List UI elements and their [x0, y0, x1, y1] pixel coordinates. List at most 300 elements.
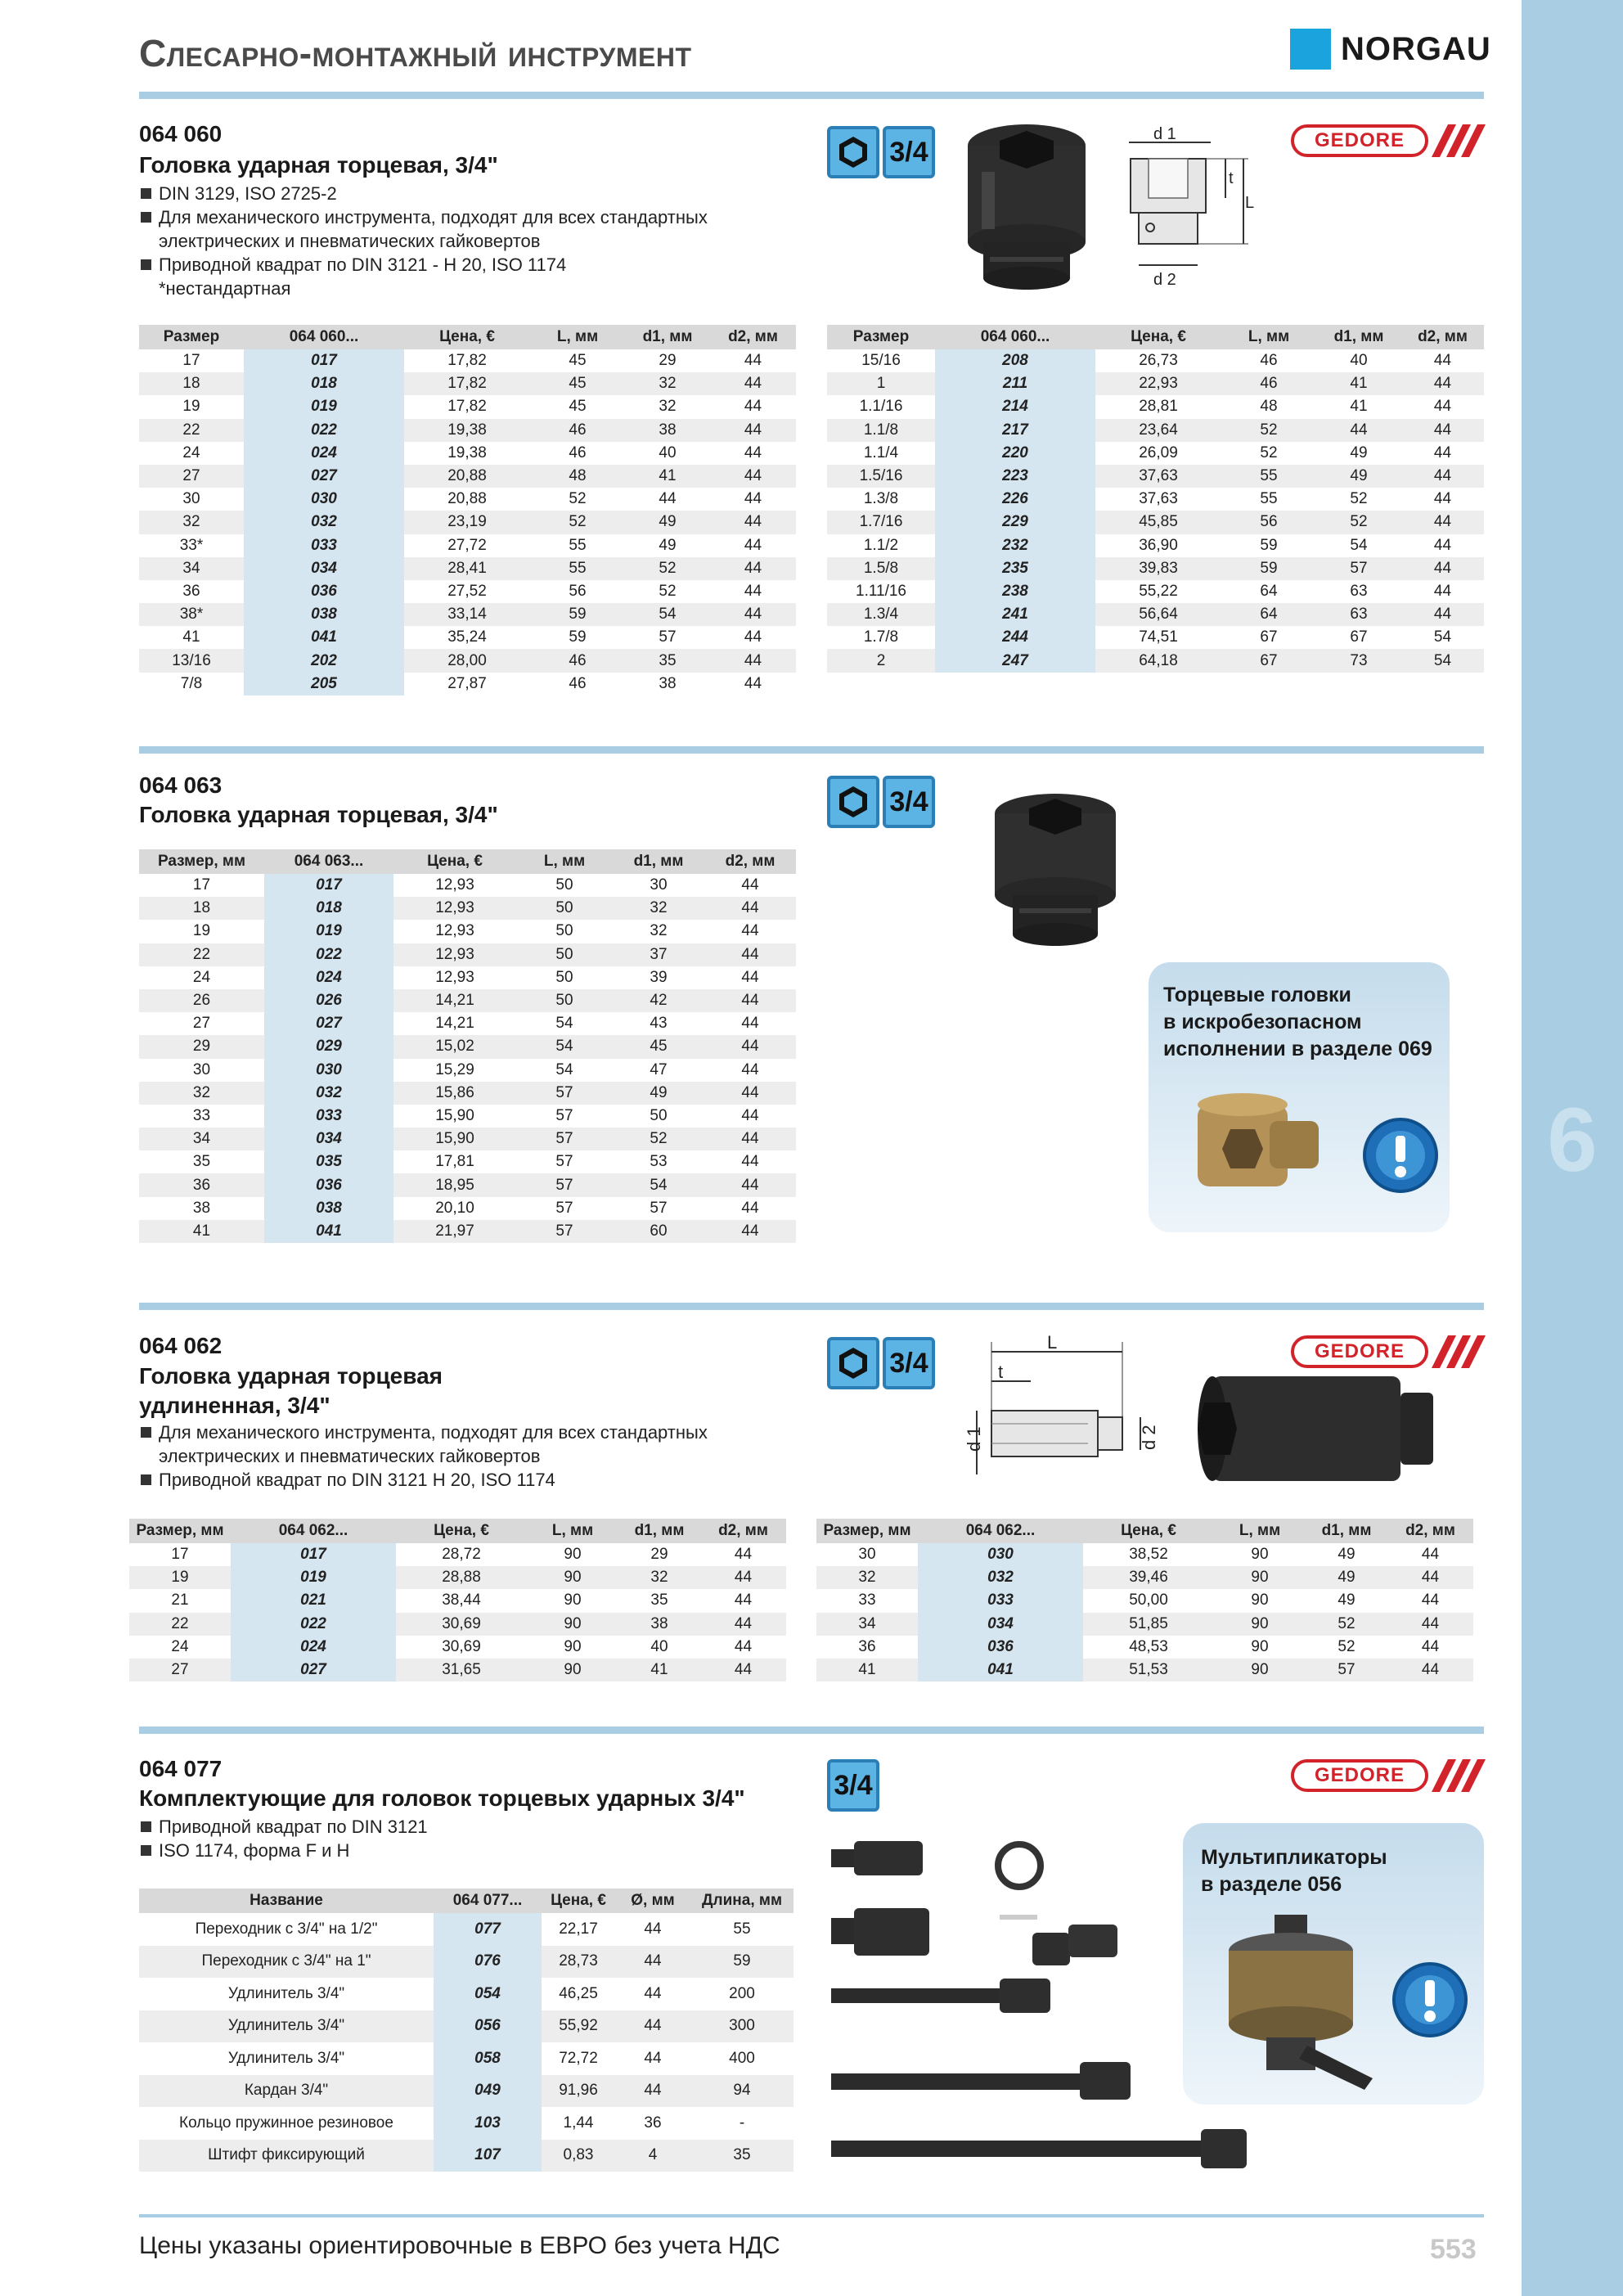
section-code: 064 062 [139, 1333, 223, 1358]
table-cell: 44 [1433, 352, 1452, 370]
table-row [139, 966, 796, 989]
article-code-cell: 208 [935, 349, 1095, 372]
gedore-logo [1291, 1759, 1487, 1792]
drive-size-badge: 3/4 [827, 1759, 879, 1812]
table-cell: 55,22 [1139, 582, 1178, 600]
table-cell: 30 [192, 1060, 211, 1078]
col-header: Длина, мм [690, 1889, 794, 1913]
article-code-cell: 226 [935, 488, 1095, 511]
table-cell: 64 [1260, 582, 1278, 600]
table-cell: 44 [1433, 443, 1452, 461]
table-row [139, 2042, 794, 2075]
table-cell: 36 [858, 1637, 876, 1655]
price-table-part2 [816, 1519, 1473, 1681]
table-row [816, 1566, 1473, 1589]
table-cell: 52 [1316, 511, 1401, 533]
table-cell: 49 [625, 511, 710, 533]
feature-item: электрических и пневматических гайковертов [159, 1446, 541, 1466]
table-cell: 14,21 [393, 989, 516, 1012]
table-row [139, 442, 796, 465]
article-code-cell: 027 [264, 1012, 393, 1035]
table-cell: 50 [516, 989, 613, 1012]
table-cell: 44 [644, 1984, 662, 2002]
table-cell: 32 [618, 1566, 700, 1589]
table-cell: 91,96 [542, 2075, 615, 2108]
table-cell: 54 [613, 1173, 704, 1196]
table-row [816, 1543, 1473, 1566]
table-cell: 59 [530, 603, 625, 626]
table-cell: 57 [555, 1153, 573, 1171]
gedore-logo-text: GEDORE [1291, 1335, 1428, 1368]
table-cell: 27,87 [447, 674, 487, 692]
table-cell: 37 [613, 943, 704, 966]
article-code-cell: 038 [244, 603, 404, 626]
article-code-cell: 019 [244, 395, 404, 418]
article-code-cell: 019 [264, 920, 393, 943]
price-table [139, 849, 796, 1243]
table-cell: 27 [129, 1659, 231, 1681]
col-header: 064 063... [264, 849, 393, 874]
table-cell: 46 [569, 443, 587, 461]
table-cell: 52 [659, 582, 677, 600]
table-row [139, 874, 796, 897]
table-cell: 44 [704, 1082, 796, 1105]
table-cell: 55 [569, 536, 587, 554]
table-cell: 27,72 [447, 536, 487, 554]
page-title: Слесарно-монтажный инструмент [139, 32, 692, 74]
table-cell: 42 [613, 989, 704, 1012]
table-cell: 17,82 [447, 398, 487, 416]
table-cell: 44 [741, 968, 759, 986]
table-cell: 44 [704, 1173, 796, 1196]
table-cell: 54 [1401, 649, 1484, 672]
table-row [139, 897, 796, 920]
info-callout-text [1201, 1844, 1387, 1898]
table-cell: 44 [744, 536, 762, 554]
price-table-inch [827, 325, 1484, 673]
table-cell: 50 [555, 922, 573, 940]
col-header: d2, мм [710, 325, 796, 349]
table-cell: 57 [516, 1173, 613, 1196]
table-cell: 59 [1221, 557, 1316, 580]
title-line: удлиненная, 3/4" [139, 1393, 330, 1418]
table-cell: 48 [1260, 398, 1278, 416]
section-code: 064 077 [139, 1756, 223, 1781]
table-cell: 15,90 [435, 1106, 474, 1124]
table-cell: 44 [700, 1613, 786, 1636]
table-cell: 44 [644, 2049, 662, 2067]
table-cell: 0,83 [542, 2140, 615, 2172]
table-cell: 33 [858, 1591, 876, 1609]
article-code-cell: 017 [231, 1543, 396, 1566]
table-cell: 22 [139, 419, 244, 442]
table-cell: 32 [650, 922, 668, 940]
table-cell: 72,72 [559, 2049, 598, 2067]
article-code-cell: 049 [434, 2075, 542, 2108]
table-cell: 41 [1350, 398, 1368, 416]
col-header: Цена, € [542, 1889, 615, 1913]
table-cell: 44 [1421, 1546, 1440, 1564]
table-cell: 49 [1338, 1591, 1355, 1609]
table-cell: 1.7/8 [863, 628, 899, 646]
table-row [139, 1012, 796, 1035]
article-code-cell: 238 [935, 580, 1095, 603]
table-cell: 56 [1221, 511, 1316, 533]
feature-item: DIN 3129, ISO 2725-2 [141, 182, 708, 205]
col-header: Цена, € [1095, 325, 1221, 349]
col-header: Цена, € [393, 849, 516, 874]
table-cell: 29 [139, 1035, 264, 1058]
table-cell: 28,73 [542, 1946, 615, 1979]
table-cell: 19 [192, 922, 211, 940]
table-cell: 19,38 [404, 419, 530, 442]
table-cell: 38* [139, 603, 244, 626]
col-header: L, мм [527, 1519, 618, 1543]
col-header: d1, мм [1306, 1519, 1387, 1543]
table-row [139, 603, 796, 626]
table-cell: 36 [182, 582, 200, 600]
table-cell: 52 [1306, 1613, 1387, 1636]
article-code-cell: 017 [244, 349, 404, 372]
article-code-cell: 030 [918, 1543, 1083, 1566]
table-cell: Удлинитель 3/4" [139, 2010, 434, 2043]
table-cell: 17 [182, 352, 200, 370]
article-code-cell: 032 [264, 1082, 393, 1105]
table-cell: Удлинитель 3/4" [227, 1984, 345, 2002]
table-cell: 90 [527, 1566, 618, 1589]
article-code-cell: 027 [244, 465, 404, 488]
table-cell: 50 [650, 1106, 668, 1124]
table-cell: 19 [129, 1566, 231, 1589]
table-cell: 57 [650, 1199, 668, 1217]
table-cell: 52 [625, 557, 710, 580]
table-row [827, 488, 1484, 511]
col-header: 064 060... [244, 325, 404, 349]
table-cell: 52 [1260, 443, 1278, 461]
table-cell: 54 [1350, 536, 1368, 554]
page-number: 553 [1430, 2234, 1477, 2265]
table-cell: 49 [613, 1082, 704, 1105]
col-header: d1, мм [625, 325, 710, 349]
table-cell: 47 [650, 1060, 668, 1078]
col-header: Название [139, 1889, 434, 1913]
feature-item: Для механического инструмента, подходят для всех стандартных [141, 1420, 708, 1444]
article-code-cell: 041 [244, 626, 404, 649]
table-row [139, 673, 796, 696]
table-cell: 44 [710, 603, 796, 626]
table-cell: 90 [1251, 1637, 1269, 1655]
table-cell: 44 [1433, 398, 1452, 416]
table-row [816, 1613, 1473, 1636]
table-cell: 90 [564, 1637, 582, 1655]
table-cell: 28,88 [396, 1566, 527, 1589]
table-row [139, 1150, 796, 1173]
article-code-cell: 030 [244, 488, 404, 511]
col-header: d1, мм [613, 849, 704, 874]
table-cell: 54 [516, 1035, 613, 1058]
table-cell: 15,02 [393, 1035, 516, 1058]
table-cell: 40 [650, 1637, 668, 1655]
feature-list [141, 1420, 708, 1492]
table-row [139, 989, 796, 1012]
table-row [139, 2010, 794, 2043]
table-cell: 44 [734, 1591, 753, 1609]
table-cell: 35 [625, 649, 710, 672]
table-cell: 44 [744, 398, 762, 416]
article-code-cell: 032 [244, 511, 404, 533]
table-cell: 1.3/8 [863, 490, 899, 508]
table-cell: 300 [690, 2010, 794, 2043]
table-cell: 45 [530, 372, 625, 395]
table-cell: 1,44 [563, 2114, 594, 2132]
table-row [139, 920, 796, 943]
table-cell: 41 [1316, 372, 1401, 395]
table-cell: 41 [816, 1659, 918, 1681]
table-cell: 12,93 [435, 922, 474, 940]
table-cell: 55 [530, 557, 625, 580]
table-row [139, 1173, 796, 1196]
info-line: Торцевые головки [1163, 984, 1351, 1006]
table-cell: 38,52 [1129, 1546, 1168, 1564]
table-cell: 64,18 [1095, 649, 1221, 672]
article-code-cell: 077 [434, 1913, 542, 1946]
table-cell: 44 [710, 649, 796, 672]
table-row [827, 349, 1484, 372]
feature-item: Приводной квадрат по DIN 3121 - H 20, ISO 1174 [141, 253, 708, 277]
table-row [139, 465, 796, 488]
table-cell: 44 [734, 1546, 753, 1564]
multiplier-image [1217, 1915, 1381, 2099]
table-cell: 1.1/16 [859, 398, 903, 416]
article-code-cell: 223 [935, 465, 1095, 488]
table-cell: 59 [569, 628, 587, 646]
table-cell: 49 [1306, 1566, 1387, 1589]
article-code-cell: 056 [434, 2010, 542, 2043]
col-header: Размер, мм [816, 1519, 918, 1543]
table-cell: Штифт фиксирующий [139, 2140, 434, 2172]
table-cell: 44 [700, 1659, 786, 1681]
dim-l-label: L [1245, 194, 1255, 212]
table-cell: 19,38 [447, 443, 487, 461]
table-cell: 29 [650, 1546, 668, 1564]
col-header: Цена, € [404, 325, 530, 349]
article-code-cell: 241 [935, 603, 1095, 626]
table-cell: 57 [1306, 1659, 1387, 1681]
table-cell: Удлинитель 3/4" [227, 2049, 345, 2067]
table-cell: 44 [644, 1920, 662, 1938]
price-table-metric [139, 325, 796, 696]
dim-d2-label: d 2 [1153, 271, 1176, 288]
table-row [139, 1035, 796, 1058]
table-cell: 24 [192, 968, 211, 986]
col-header: 064 062... [918, 1519, 1083, 1543]
table-cell: 44 [1401, 465, 1484, 488]
table-row [139, 2075, 794, 2108]
col-header: d2, мм [700, 1519, 786, 1543]
footer-note: Цены указаны ориентировочные в ЕВРО без учета НДС [139, 2232, 780, 2259]
table-cell: 39 [650, 968, 668, 986]
table-cell: 24 [182, 443, 200, 461]
table-cell: 39,46 [1083, 1566, 1214, 1589]
table-cell: 57 [659, 628, 677, 646]
table-cell: 44 [704, 1220, 796, 1243]
drive-size-badge: 3/4 [883, 126, 935, 178]
table-cell: 44 [1401, 511, 1484, 533]
table-cell: 44 [700, 1566, 786, 1589]
table-cell: 35,24 [447, 628, 487, 646]
table-cell: 26 [139, 989, 264, 1012]
feature-note: *нестандартная [159, 278, 291, 299]
table-cell: 1.5/16 [827, 465, 935, 488]
brand-logo [1290, 28, 1491, 70]
table-cell: 15,29 [435, 1060, 474, 1078]
table-row [827, 603, 1484, 626]
table-cell: 26,09 [1139, 443, 1178, 461]
table-cell: 32 [613, 897, 704, 920]
table-cell: 33* [179, 536, 204, 554]
table-cell: 90 [564, 1591, 582, 1609]
table-cell: 400 [729, 2049, 755, 2067]
table-cell: 44 [1433, 490, 1452, 508]
col-header: d2, мм [1387, 1519, 1473, 1543]
section-title: Головка ударная торцевая, 3/4" [139, 152, 498, 178]
table-cell: Кардан 3/4" [139, 2075, 434, 2108]
dim-d2-label: d 2 [1139, 1425, 1159, 1450]
gedore-logo-text: GEDORE [1291, 1759, 1428, 1792]
article-code-cell: 019 [231, 1566, 396, 1589]
table-cell: 36 [139, 1173, 264, 1196]
table-cell: 1.11/16 [856, 582, 906, 600]
table-cell: 28,00 [404, 649, 530, 672]
article-code-cell: 235 [935, 557, 1095, 580]
table-cell: 54 [555, 1015, 573, 1033]
table-row [139, 1128, 796, 1150]
col-header: L, мм [516, 849, 613, 874]
table-row [139, 534, 796, 557]
table-cell: 50 [555, 876, 573, 894]
table-cell: 14,21 [435, 1015, 474, 1033]
col-header: Размер [827, 325, 935, 349]
table-cell: 45 [569, 352, 587, 370]
table-row [139, 580, 796, 603]
table-cell: 44 [741, 1199, 759, 1217]
table-cell: 26,73 [1139, 352, 1178, 370]
dim-d1-label: d 1 [1153, 125, 1176, 143]
table-cell: 55 [733, 1920, 751, 1938]
table-cell: 22,17 [559, 1920, 598, 1938]
table-row [827, 442, 1484, 465]
drive-size-badge: 3/4 [883, 1337, 935, 1389]
article-code-cell: 220 [935, 442, 1095, 465]
table-cell: 1.1/2 [863, 536, 899, 554]
table-cell: 44 [659, 490, 677, 508]
col-header: d2, мм [704, 849, 796, 874]
table-row [827, 511, 1484, 533]
table-row [139, 419, 796, 442]
header-rule [139, 92, 1484, 99]
table-row [129, 1636, 786, 1659]
info-line: в искробезопасном [1163, 1011, 1362, 1033]
table-cell: 55 [1221, 465, 1316, 488]
table-cell: 35 [690, 2140, 794, 2172]
table-cell: 50 [516, 943, 613, 966]
table-cell: - [739, 2114, 745, 2132]
table-cell: 37,63 [1139, 490, 1178, 508]
table-cell: 32 [139, 1082, 264, 1105]
table-cell: 46 [530, 419, 625, 442]
table-cell: 38 [625, 419, 710, 442]
impact-socket-image [965, 123, 1088, 299]
article-code-cell: 247 [935, 649, 1095, 672]
table-row [139, 1105, 796, 1128]
table-cell: 52 [1221, 419, 1316, 442]
table-cell: 23,19 [404, 511, 530, 533]
col-header: Цена, € [1083, 1519, 1214, 1543]
table-cell: 18 [139, 897, 264, 920]
table-cell: 35 [192, 1153, 211, 1171]
dim-t-label: t [998, 1362, 1004, 1382]
feature-item: Для механического инструмента, подходят для всех стандартных [141, 205, 708, 229]
table-cell: 41 [618, 1659, 700, 1681]
col-header: d1, мм [1316, 325, 1401, 349]
table-cell: 90 [1251, 1591, 1269, 1609]
table-cell: 49 [1350, 443, 1368, 461]
table-cell: 44 [744, 674, 762, 692]
article-code-cell: 024 [244, 442, 404, 465]
table-cell: 18 [139, 372, 244, 395]
article-code-cell: 033 [918, 1589, 1083, 1612]
table-cell: 44 [615, 2075, 690, 2108]
table-cell: 32 [139, 511, 244, 533]
table-cell: 27,52 [447, 582, 487, 600]
article-code-cell: 036 [244, 580, 404, 603]
article-code-cell: 076 [434, 1946, 542, 1979]
section-rule [139, 746, 1484, 754]
table-row [139, 1978, 794, 2010]
section-number: 6 [1547, 1090, 1598, 1191]
brand-square-icon [1290, 29, 1331, 70]
table-cell: 32 [625, 372, 710, 395]
table-cell: 20,88 [447, 490, 487, 508]
table-cell: 57 [516, 1128, 613, 1150]
table-row [129, 1566, 786, 1589]
table-cell: 21,97 [393, 1220, 516, 1243]
article-code-cell: 021 [231, 1589, 396, 1612]
table-cell: 51,85 [1083, 1613, 1214, 1636]
table-cell: 44 [741, 1106, 759, 1124]
article-code-cell: 029 [264, 1035, 393, 1058]
article-code-cell: 018 [244, 372, 404, 395]
article-code-cell: 030 [264, 1059, 393, 1082]
dim-d1-label: d 1 [965, 1426, 984, 1452]
table-cell: 44 [1421, 1591, 1440, 1609]
col-header: Ø, мм [615, 1889, 690, 1913]
info-callout-text [1163, 982, 1432, 1063]
table-cell: 44 [704, 1128, 796, 1150]
table-cell: 15/16 [861, 352, 901, 370]
table-cell: 49 [659, 536, 677, 554]
table-cell: 27 [192, 1015, 211, 1033]
table-cell: 24 [171, 1637, 189, 1655]
table-row [827, 580, 1484, 603]
table-cell: 19 [182, 398, 200, 416]
table-cell: 33,14 [404, 603, 530, 626]
table-cell: 63 [1316, 603, 1401, 626]
table-cell: 44 [1401, 372, 1484, 395]
gedore-logo [1291, 124, 1487, 157]
table-cell: 41 [625, 465, 710, 488]
article-code-cell: 202 [244, 649, 404, 672]
